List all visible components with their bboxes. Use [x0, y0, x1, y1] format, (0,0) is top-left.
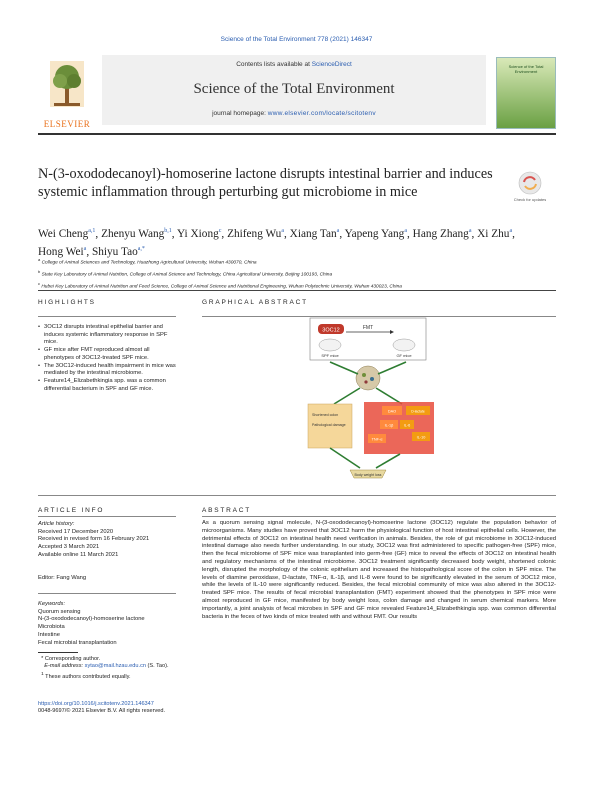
svg-text:IL-6: IL-6 — [403, 423, 411, 428]
graphical-abstract-figure — [290, 312, 446, 484]
homepage-link[interactable]: www.elsevier.com/locate/scitotenv — [267, 110, 376, 117]
article-title: N-(3-oxododecanoyl)-homoserine lactone disrupts intestinal barrier and induces systemic inflammation through perturbing gut microbiome in mice — [38, 166, 493, 200]
affiliation-text: College of Animal Sciences and Technology, Huazhong Agricultural University, Wuhan 430070, China — [41, 260, 257, 266]
doi-block — [38, 701, 338, 716]
affiliation-marker: a — [38, 257, 41, 262]
svg-text:IL-10: IL-10 — [416, 435, 426, 440]
author-separator: , — [471, 227, 478, 240]
author-name[interactable]: Wei Cheng — [38, 227, 89, 240]
svg-text:3OC12: 3OC12 — [322, 327, 340, 334]
highlights-heading: HIGHLIGHTS — [38, 299, 96, 306]
author-affiliation-marker[interactable]: a — [83, 245, 87, 252]
author-name[interactable]: Yapeng Yang — [344, 227, 405, 240]
author-name[interactable]: Yi Xiong — [177, 227, 219, 240]
history-entry: Received in revised form 16 February 2021 — [38, 536, 150, 543]
author-affiliation-marker[interactable]: b,1 — [164, 228, 172, 234]
keywords-label: Keywords: — [38, 601, 66, 607]
author-list — [38, 224, 556, 260]
author-separator: , — [171, 227, 177, 240]
corresponding-note: * Corresponding author. — [38, 656, 101, 662]
doi-link[interactable]: https://doi.org/10.1016/j.scitotenv.2021.146347 — [38, 701, 154, 707]
author-affiliation-marker[interactable]: a,1 — [88, 228, 96, 234]
keyword[interactable]: Quorum sensing — [38, 608, 81, 615]
email-note: E-mail address: sytao@mail.hzau.edu.cn (S. Tao). — [44, 663, 169, 670]
abstract-heading: ABSTRACT — [202, 507, 252, 514]
footnote-rule — [38, 652, 78, 653]
journal-title: Science of the Total Environment — [193, 81, 395, 97]
svg-text:GF mice: GF mice — [396, 353, 412, 358]
highlight-item: • GF mice after FMT reproduced almost all phenotypes of 3OC12-treated SPF mice. — [38, 347, 176, 362]
masthead — [38, 55, 556, 131]
keywords-rule — [38, 593, 176, 594]
history-entry: Received 17 December 2020 — [38, 528, 114, 535]
graphical-abstract-heading: GRAPHICAL ABSTRACT — [202, 299, 308, 306]
header-rule — [38, 133, 556, 135]
svg-text:FMT: FMT — [362, 325, 374, 331]
author-affiliation-marker[interactable]: a,* — [137, 245, 145, 252]
history-entry: Accepted 3 March 2021 — [38, 544, 100, 551]
editor: Editor: Fang Wang — [38, 575, 87, 581]
journal-banner — [102, 55, 486, 125]
author-separator: , — [95, 227, 102, 240]
journal-homepage: journal homepage: www.elsevier.com/locate/scitotenv — [212, 110, 376, 117]
svg-text:TNF-α: TNF-α — [371, 437, 383, 442]
email-link[interactable]: sytao@mail.hzau.edu.cn — [84, 663, 146, 670]
article-info-rule — [38, 516, 176, 517]
publisher-name: ELSEVIER — [43, 119, 91, 129]
keyword[interactable]: Intestine — [38, 631, 60, 638]
highlight-item: • Feature14_Elizabethkingia spp. was a common differential bacterium in SPF and GF mice. — [38, 378, 176, 393]
affiliation-marker: c — [38, 281, 40, 287]
gf-mouse-icon — [393, 339, 415, 351]
svg-text:IL-1β: IL-1β — [384, 423, 394, 428]
svg-text:Check for updates: Check for updates — [514, 197, 546, 202]
abstract-text: As a quorum sensing signal molecule, N-(3-oxododecanoyl)-homoserine lactone (3OC12) regulate the population behavior of microorganisms. Many studies have proved that 3OC12 harm the physiological function of host intestinal epithelial cells. However, the detrimental effects of 3OC12 on intestinal health need verification in animals. Besides, the role of gut microbiome in 3OC12-induced intestinal damage also needs further understanding. In our study, 3OC12 was first administered to specific pathogen-free (SPF) mice, then the fecal microbiome of SPF mice was transplanted into germ-free (GF) mice to reveal the effects of 3OC12 on intestinal health and regulatory mechanisms of the intestinal microbiome. 3OC12 treatment significantly decreased body weight, shortened colonic length, disrupted the morphology of the colonic epithelium and increased the histopathological score of the colon in SPF mice. The levels of diamine peroxidase, D-lactate, TNF-α, IL-1β, and IL-8 were found to be significantly elevated in the serum of 3OC12 mice, while the levels of IL-10 were significantly reduced. Besides, the fecal microbial community of mice was also altered in the 3OC12-treated SPF mice. The results of fecal microbial transplantation (FMT) experiment showed that the phenotypes in SPF mice were almost reproduced in GF mice, manifested by body weight loss, colon damage and changed in serum chemical markers. More importantly, a joint analysis of fecal microbes in SPF and GF mice revealed Feature14_Elizabethkingia spp. was common differential bacteria in the feces of two kinds of mice treated with and without FMT. Our results — [202, 520, 556, 620]
contents-line: Contents lists available at ScienceDirect — [236, 61, 352, 68]
author-separator: , — [86, 245, 92, 258]
author-separator: , — [284, 227, 290, 240]
microbiome-icon — [356, 366, 380, 390]
author-name[interactable]: Hang Zhang — [412, 227, 469, 240]
keyword[interactable]: Fecal microbial transplantation — [38, 639, 117, 646]
affiliations — [38, 256, 556, 292]
affiliation-text: Hubei Key Laboratory of Animal Nutrition and Feed Science, College of Animal Science and Nutritional Engineering, Wuhan Polytechnic University, Wuhan 430023, China — [41, 284, 402, 290]
author-affiliation-marker[interactable]: c — [218, 228, 222, 234]
author-affiliation-marker[interactable]: a — [281, 228, 284, 234]
sciencedirect-link[interactable]: ScienceDirect — [311, 61, 352, 68]
svg-text:DAO: DAO — [387, 409, 397, 414]
abstract-rule — [202, 516, 556, 517]
spf-mouse-icon — [319, 339, 341, 351]
svg-text:Body weight loss: Body weight loss — [354, 473, 382, 477]
equal-contribution-note: $^1$ These authors contributed equally. — [41, 671, 131, 681]
elsevier-logo — [38, 55, 96, 129]
history-label: Article history: — [38, 521, 75, 527]
author-affiliation-marker[interactable]: a — [509, 228, 513, 234]
info-rule — [38, 495, 556, 496]
author-separator: , — [407, 227, 413, 240]
elsevier-tree-icon — [50, 61, 84, 107]
author-name[interactable]: Zhifeng Wu — [227, 227, 282, 240]
check-updates-icon — [514, 170, 546, 206]
svg-text:Pathological damage: Pathological damage — [312, 423, 346, 427]
cover-title: Science of the Total Environment — [508, 64, 544, 74]
footnotes — [38, 656, 238, 681]
keyword[interactable]: Microbiota — [38, 624, 65, 631]
author-affiliation-marker[interactable]: a — [468, 228, 472, 234]
author-separator: , — [339, 227, 345, 240]
author-affiliation-marker[interactable]: a — [404, 228, 407, 234]
copyright: 0048-9697/© 2021 Elsevier B.V. All rights reserved. — [38, 708, 166, 715]
affiliation-text: State Key Laboratory of Animal Nutrition, College of Animal Science and Technology, China Agricultural University, Beijing 100193, China — [41, 272, 333, 278]
history-entry: Available online 11 March 2021 — [38, 551, 119, 558]
svg-text:SPF mice: SPF mice — [321, 353, 339, 358]
highlight-item: • 3OC12 disrupts intestinal epithelial barrier and induces systemic inflammatory response in SPF mice. — [38, 324, 176, 347]
highlight-item: • The 3OC12-induced health impairment in mice was mediated by the intestinal microbiome. — [38, 363, 176, 378]
svg-text:Shortened colon: Shortened colon — [312, 413, 339, 417]
journal-cover — [496, 57, 556, 129]
article-history — [38, 521, 188, 560]
article-info-heading: ARTICLE INFO — [38, 507, 105, 514]
svg-text:D-lactate: D-lactate — [411, 409, 425, 414]
check-for-updates-badge[interactable] — [514, 170, 546, 206]
author-separator: , — [512, 227, 515, 240]
highlights-list — [38, 324, 176, 393]
section-rule — [38, 290, 556, 291]
keywords — [38, 601, 188, 647]
affiliation-line — [38, 256, 556, 268]
author-name[interactable]: Zhenyu Wang — [101, 227, 165, 240]
highlights-rule — [38, 316, 176, 317]
journal-reference[interactable]: Science of the Total Environment 778 (2021) 146347 — [220, 36, 373, 43]
author-name[interactable]: Xiang Tan — [289, 227, 337, 240]
author-affiliation-marker[interactable]: a — [336, 228, 340, 234]
author-name[interactable]: Hong Wei — [38, 245, 84, 258]
keyword[interactable]: N-(3-oxododecanoyl)-homoserine lactone — [38, 616, 145, 623]
affiliation-marker: b — [38, 269, 41, 275]
author-name[interactable]: Xi Zhu — [477, 227, 510, 240]
author-name[interactable]: Shiyu Tao — [91, 245, 138, 258]
affiliation-line — [38, 268, 556, 280]
author-separator: , — [221, 227, 228, 240]
